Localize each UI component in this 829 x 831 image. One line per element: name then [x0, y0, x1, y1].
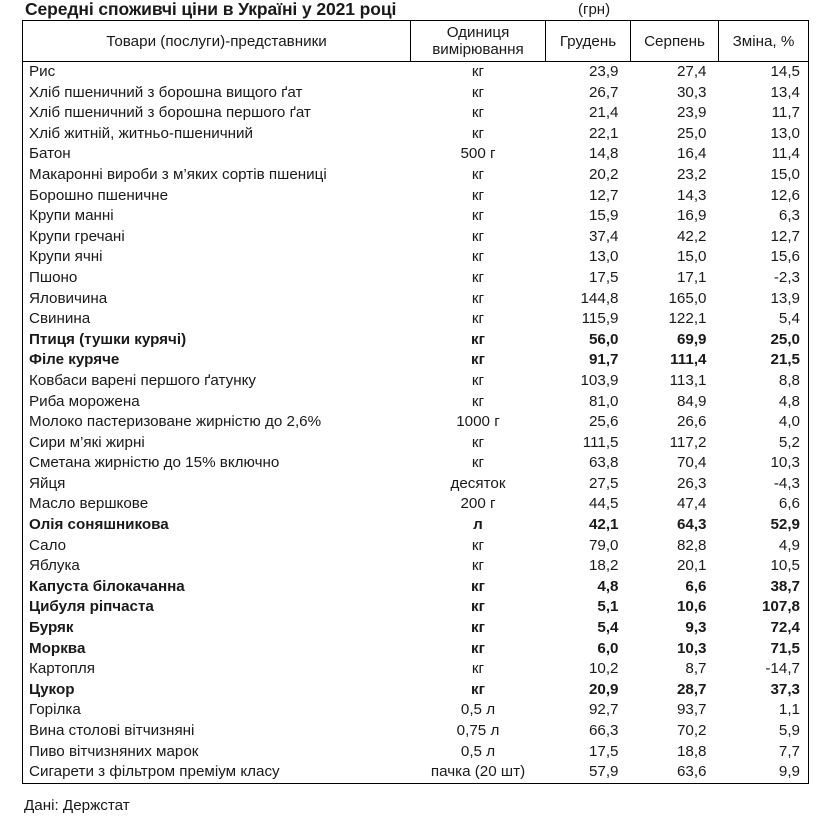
cell-august: 16,4	[676, 145, 707, 163]
cell-goods: Борошно пшеничне	[23, 186, 411, 207]
cell-december: 20,2	[588, 165, 619, 183]
cell-goods: Філе куряче	[23, 350, 411, 371]
cell-august: 10,6	[676, 598, 707, 616]
cell-change: 5,4	[719, 309, 809, 330]
cell-august: 14,3	[676, 186, 707, 204]
table-row	[23, 597, 809, 618]
cell-december: 13,0	[588, 248, 619, 266]
cell-goods: Свинина	[23, 309, 411, 330]
column-header-december: Грудень	[546, 21, 631, 62]
cell-august: 23,2	[676, 165, 707, 183]
table-row	[23, 700, 809, 721]
cell-goods: Крупи манні	[23, 206, 411, 227]
cell-december: 5,4	[597, 619, 619, 637]
cell-goods: Риба морожена	[23, 392, 411, 413]
cell-change: 15,0	[719, 165, 809, 186]
cell-august: 26,3	[676, 474, 707, 492]
cell-goods: Вина столові вітчизняні	[23, 721, 411, 742]
cell-goods: Олія соняшникова	[23, 515, 411, 536]
currency-unit-note: (грн)	[578, 1, 611, 18]
cell-august: 47,4	[676, 495, 707, 513]
table-row	[23, 392, 809, 413]
cell-december: 66,3	[588, 722, 619, 739]
cell-august: 70,2	[676, 722, 707, 739]
table-row	[23, 494, 809, 515]
table-row	[23, 186, 809, 207]
cell-change: 10,5	[719, 556, 809, 577]
cell-august: 20,1	[676, 557, 707, 575]
cell-august: 70,4	[676, 454, 707, 472]
cell-goods: Цукор	[23, 680, 411, 701]
cell-december: 115,9	[581, 310, 619, 328]
cell-august: 9,3	[685, 619, 707, 637]
cell-unit: 500 г	[460, 145, 496, 163]
cell-unit: кг	[471, 433, 485, 451]
cell-change: 72,4	[719, 618, 809, 639]
cell-change: 13,0	[719, 124, 809, 145]
cell-unit: кг	[471, 619, 485, 637]
cell-goods: Пшоно	[23, 268, 411, 289]
table-row	[23, 309, 809, 330]
cell-unit: кг	[471, 639, 485, 657]
cell-august: 27,4	[676, 63, 707, 80]
table-row	[23, 659, 809, 680]
cell-goods: Горілка	[23, 700, 411, 721]
cell-goods: Птиця (тушки курячі)	[23, 330, 411, 351]
cell-august: 23,9	[676, 104, 707, 122]
cell-august: 69,9	[676, 330, 707, 348]
table-header-row	[23, 21, 809, 62]
cell-december: 103,9	[580, 371, 619, 389]
cell-august: 10,3	[676, 639, 707, 657]
table-row	[23, 742, 809, 763]
cell-change: 52,9	[719, 515, 809, 536]
cell-goods: Сигарети з фільтром преміум класу	[23, 762, 411, 783]
cell-december: 27,5	[588, 474, 619, 492]
table-row	[23, 433, 809, 454]
table-row	[23, 680, 809, 701]
cell-change: 8,8	[719, 371, 809, 392]
cell-unit: кг	[471, 680, 485, 698]
cell-december: 63,8	[588, 454, 619, 472]
source-note: Дані: Держстат	[24, 797, 130, 814]
table-row	[23, 762, 809, 783]
cell-unit: 1000 г	[456, 413, 500, 431]
consumer-prices-table	[22, 20, 809, 784]
cell-december: 17,5	[588, 268, 619, 286]
cell-august: 42,2	[676, 227, 707, 245]
cell-december: 111,5	[582, 433, 619, 451]
cell-december: 4,8	[597, 577, 619, 595]
cell-change: 11,7	[719, 103, 809, 124]
table-row	[23, 371, 809, 392]
cell-change: 14,5	[719, 62, 809, 83]
cell-december: 81,0	[588, 392, 619, 410]
cell-change: 9,9	[719, 762, 809, 783]
cell-december: 92,7	[588, 701, 619, 719]
cell-goods: Хліб житній, житньо-пшеничний	[23, 124, 411, 145]
cell-change: 5,2	[719, 433, 809, 454]
table-row	[23, 83, 809, 104]
table-row	[23, 639, 809, 660]
table-row	[23, 618, 809, 639]
cell-goods: Яйця	[23, 474, 411, 495]
cell-august: 122,1	[668, 310, 707, 328]
cell-december: 91,7	[588, 351, 619, 369]
cell-unit: кг	[471, 351, 485, 369]
cell-august: 28,7	[676, 680, 707, 698]
cell-august: 8,7	[685, 660, 707, 678]
cell-unit: кг	[471, 536, 485, 554]
cell-august: 84,9	[676, 392, 707, 410]
cell-unit: кг	[471, 227, 485, 245]
cell-august: 6,6	[685, 577, 707, 595]
cell-goods: Батон	[23, 144, 411, 165]
cell-goods: Цибуля ріпчаста	[23, 597, 411, 618]
cell-change: 107,8	[719, 597, 809, 618]
cell-goods: Яловичина	[23, 289, 411, 310]
cell-goods: Яблука	[23, 556, 411, 577]
table-row	[23, 165, 809, 186]
cell-change: 13,4	[719, 83, 809, 104]
cell-goods: Макаронні вироби з м’яких сортів пшениці	[23, 165, 411, 186]
cell-august: 15,0	[676, 248, 707, 266]
cell-change: 15,6	[719, 247, 809, 268]
cell-unit: кг	[471, 104, 485, 122]
cell-change: 4,0	[719, 412, 809, 433]
cell-change: 71,5	[719, 639, 809, 660]
cell-change: 21,5	[719, 350, 809, 371]
cell-goods: Буряк	[23, 618, 411, 639]
cell-goods: Хліб пшеничний з борошна вищого ґат	[23, 83, 411, 104]
cell-goods: Молоко пастеризоване жирністю до 2,6%	[23, 412, 411, 433]
table-row	[23, 124, 809, 145]
cell-unit: кг	[471, 268, 485, 286]
column-header-change: Зміна, %	[719, 21, 809, 62]
cell-change: 25,0	[719, 330, 809, 351]
price-table-wrapper	[22, 20, 808, 784]
cell-unit: пачка (20 шт)	[411, 762, 546, 783]
cell-december: 14,8	[588, 145, 619, 163]
cell-august: 18,8	[676, 742, 707, 760]
cell-unit: кг	[471, 392, 485, 410]
cell-change: 37,3	[719, 680, 809, 701]
cell-goods: Ковбаси варені першого ґатунку	[23, 371, 411, 392]
table-row	[23, 289, 809, 310]
cell-change: 11,4	[719, 144, 809, 165]
cell-change: 12,6	[719, 186, 809, 207]
cell-unit: кг	[471, 289, 485, 307]
cell-change: 12,7	[719, 227, 809, 248]
table-row	[23, 515, 809, 536]
cell-goods: Сало	[23, 536, 411, 557]
table-header	[23, 21, 809, 62]
cell-december: 17,5	[588, 742, 619, 760]
cell-unit: кг	[471, 454, 485, 472]
cell-change: 38,7	[719, 577, 809, 598]
column-header-goods: Товари (послуги)-представники	[23, 21, 411, 62]
cell-goods: Капуста білокачанна	[23, 577, 411, 598]
cell-december: 22,1	[588, 124, 619, 142]
cell-goods: Масло вершкове	[23, 494, 411, 515]
cell-december: 144,8	[580, 289, 619, 307]
cell-december: 23,9	[588, 63, 619, 80]
column-header-august: Серпень	[631, 21, 719, 62]
table-row	[23, 556, 809, 577]
cell-change: 13,9	[719, 289, 809, 310]
cell-december: 44,5	[588, 495, 619, 513]
title-row	[0, 0, 829, 20]
cell-december: 26,7	[588, 83, 619, 101]
cell-goods: Крупи ячні	[23, 247, 411, 268]
cell-unit: кг	[471, 598, 485, 616]
cell-goods: Пиво вітчизняних марок	[23, 742, 411, 763]
cell-december: 37,4	[588, 227, 619, 245]
cell-december: 15,9	[588, 207, 619, 225]
cell-unit: кг	[471, 310, 485, 328]
table-row	[23, 103, 809, 124]
table-row	[23, 268, 809, 289]
cell-december: 12,7	[588, 186, 619, 204]
column-header-unit-line2: вимірювання	[432, 41, 524, 58]
cell-unit: кг	[471, 207, 485, 225]
table-row	[23, 474, 809, 495]
cell-august: 111,4	[670, 351, 707, 369]
cell-august: 117,2	[669, 433, 707, 451]
cell-august: 25,0	[676, 124, 707, 142]
cell-unit: кг	[471, 165, 485, 183]
cell-change: 6,6	[719, 494, 809, 515]
cell-change: 4,9	[719, 536, 809, 557]
cell-goods: Сметана жирністю до 15% включно	[23, 453, 411, 474]
cell-august: 93,7	[676, 701, 707, 719]
cell-unit: кг	[471, 186, 485, 204]
cell-december: 5,1	[597, 598, 619, 616]
cell-august: 26,6	[676, 413, 707, 431]
cell-goods: Картопля	[23, 659, 411, 680]
cell-august: 63,6	[631, 762, 719, 783]
cell-unit: кг	[471, 124, 485, 142]
cell-goods: Рис	[23, 62, 411, 83]
table-row	[23, 247, 809, 268]
page-title: Середні споживчі ціни в Україні у 2021 році	[25, 0, 397, 19]
table-row	[23, 453, 809, 474]
cell-unit: кг	[471, 330, 485, 348]
cell-august: 113,1	[669, 371, 707, 389]
cell-unit: кг	[471, 83, 485, 101]
cell-unit: кг	[471, 557, 485, 575]
cell-december: 10,2	[588, 660, 619, 678]
table-row	[23, 536, 809, 557]
cell-unit: 200 г	[460, 495, 496, 513]
table-row	[23, 330, 809, 351]
cell-august: 30,3	[676, 83, 707, 101]
cell-august: 16,9	[676, 207, 707, 225]
table-row	[23, 412, 809, 433]
cell-unit: кг	[471, 660, 485, 678]
column-header-unit-line1: Одиниця	[446, 24, 510, 41]
table-row	[23, 62, 809, 83]
cell-goods: Сири м’які жирні	[23, 433, 411, 454]
cell-december: 6,0	[597, 639, 619, 657]
cell-december: 25,6	[588, 413, 619, 431]
table-row	[23, 350, 809, 371]
cell-unit: кг	[471, 248, 485, 266]
cell-unit: кг	[471, 577, 485, 595]
cell-december: 21,4	[588, 104, 619, 122]
cell-december: 57,9	[546, 762, 631, 783]
cell-goods: Морква	[23, 639, 411, 660]
cell-change: 6,3	[719, 206, 809, 227]
cell-august: 82,8	[676, 536, 707, 554]
cell-change: 1,1	[719, 700, 809, 721]
cell-unit: л	[473, 516, 483, 534]
cell-december: 42,1	[588, 516, 619, 534]
cell-change: -14,7	[719, 659, 809, 680]
cell-unit: кг	[471, 63, 485, 80]
cell-unit: 0,75 л	[456, 722, 500, 739]
table-row	[23, 577, 809, 598]
cell-change: -2,3	[719, 268, 809, 289]
table-row	[23, 721, 809, 742]
cell-december: 18,2	[588, 557, 619, 575]
cell-unit: кг	[471, 371, 485, 389]
cell-august: 64,3	[676, 516, 707, 534]
cell-goods: Хліб пшеничний з борошна першого ґат	[23, 103, 411, 124]
cell-change: 5,9	[719, 721, 809, 742]
column-header-unit	[411, 21, 546, 62]
cell-august: 165,0	[668, 289, 707, 307]
cell-goods: Крупи гречані	[23, 227, 411, 248]
cell-change: 10,3	[719, 453, 809, 474]
cell-december: 20,9	[588, 680, 619, 698]
cell-december: 56,0	[588, 330, 619, 348]
cell-unit: 0,5 л	[460, 742, 496, 760]
table-row	[23, 144, 809, 165]
table-row	[23, 227, 809, 248]
cell-unit: десяток	[450, 474, 506, 492]
table-row	[23, 206, 809, 227]
table-body	[23, 62, 809, 784]
cell-august: 17,1	[676, 268, 707, 286]
cell-change: 4,8	[719, 392, 809, 413]
cell-december: 79,0	[588, 536, 619, 554]
cell-unit: 0,5 л	[460, 701, 496, 719]
cell-change: 7,7	[719, 742, 809, 763]
cell-change: -4,3	[719, 474, 809, 495]
